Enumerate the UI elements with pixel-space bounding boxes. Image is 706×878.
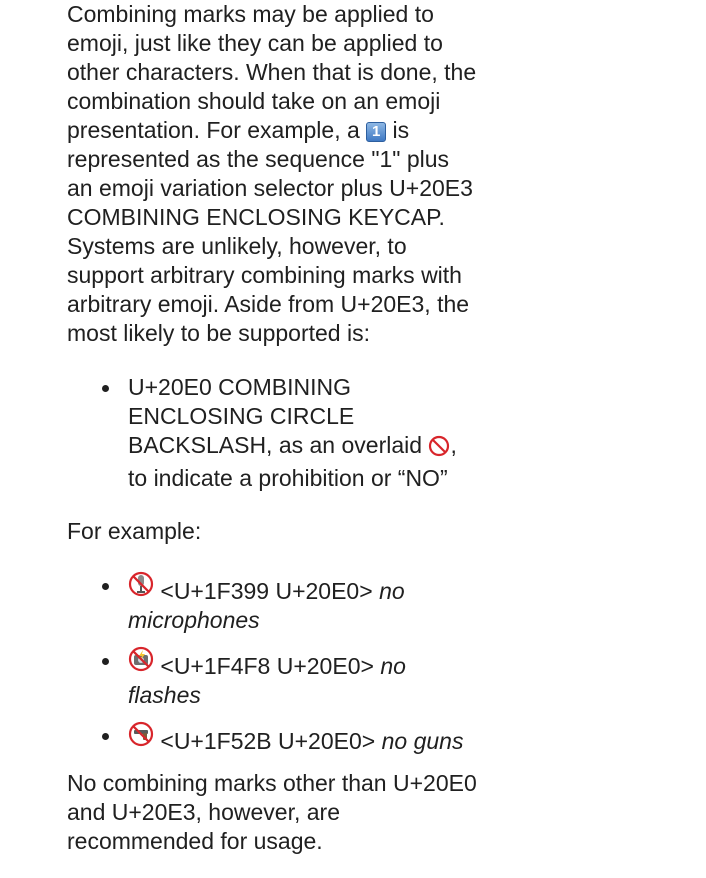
closing-paragraph: No combining marks other than U+20E0 and U+20E3, however, are recommended for usage. [67, 770, 477, 854]
prohibit-list [67, 373, 477, 493]
prohibited-icon [428, 435, 450, 464]
no-microphones-icon [128, 571, 154, 597]
document-body [67, 0, 477, 856]
no-guns-icon [128, 721, 154, 747]
no-flashes-icon [128, 646, 154, 672]
keycap-one-icon: 1 [366, 122, 386, 142]
list-item: <U+1F4F8 U+20E0> no flashes [67, 646, 477, 710]
list-item: U+20E0 COMBINING ENCLOSING CIRCLE BACKSLASH, as an overlaid , to indicate a prohibition or “NO” [67, 373, 477, 493]
intro-paragraph: Combining marks may be applied to emoji, just like they can be applied to other characters. When that is done, the combination should take on an emoji presentation. For example, a 1 is represented as the sequence "1" plus an emoji variation selector plus U+20E3 COMBINING ENCLOSING KEYCAP. Systems are unlikely, however, to support arbitrary combining marks with arbitrary emoji. Aside from U+20E3, the most likely to be supported is: [67, 1, 477, 346]
examples-list [67, 571, 477, 756]
list-item: <U+1F399 U+20E0> no microphones [67, 571, 477, 635]
list-item: <U+1F52B U+20E0> no guns [67, 721, 477, 756]
for-example-label: For example: [67, 518, 202, 544]
